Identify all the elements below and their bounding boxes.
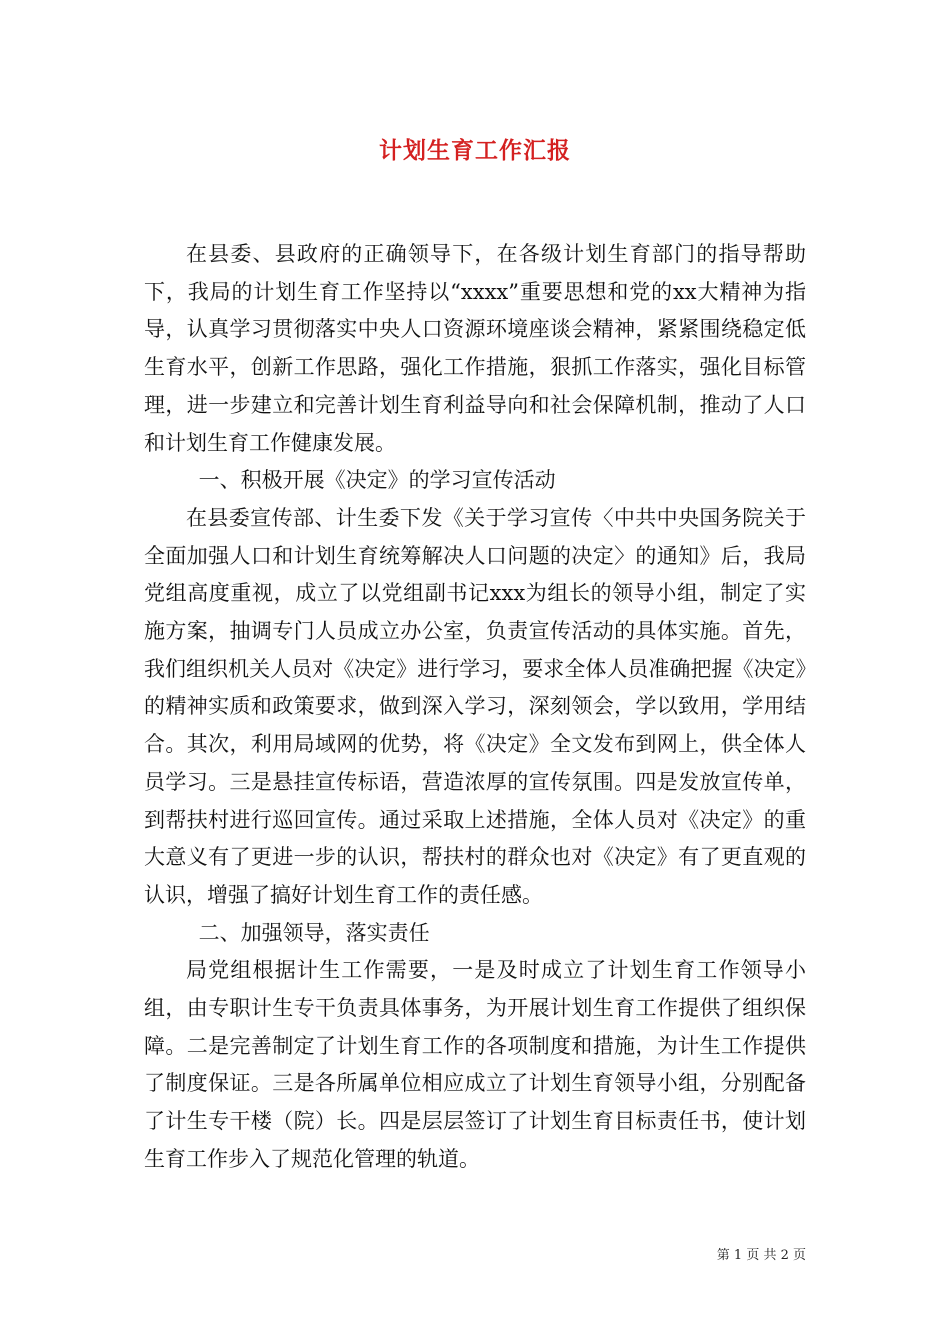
section-heading-1: 一、积极开展《决定》的学习宣传活动 <box>198 468 556 493</box>
paragraph-intro: 在县委、县政府的正确领导下，在各级计划生育部门的指导帮助下，我局的计划生育工作坚持以“xxxx”重要思想和党的xx大精神为指导，认真学习贯彻落实中央人口资源环境座谈会精神，紧紧围绕稳定低生育水平，创新工作思路，强化工作措施，狠抓工作落实，强化目标管理，进一步建立和完善计划生育利益导向和社会保障机制，推动了人口和计划生育工作健康发展。 <box>144 242 806 455</box>
document-title: 计划生育工作汇报 <box>379 137 571 164</box>
page-number-footer: 第 1 页 共 2 页 <box>716 1248 806 1263</box>
paragraph-section-1: 在县委宣传部、计生委下发《关于学习宣传〈中共中央国务院关于全面加强人口和计划生育统筹解决人口问题的决定〉的通知》后，我局党组高度重视，成立了以党组副书记xxx为组长的领导小组，制定了实施方案，抽调专门人员成立办公室，负责宣传活动的具体实施。首先，我们组织机关人员对《决定》进行学习，要求全体人员准确把握《决定》的精神实质和政策要求，做到深入学习，深刻领会，学以致用，学用结合。其次，利用局域网的优势，将《决定》全文发布到网上，供全体人员学习。三是悬挂宣传标语，营造浓厚的宣传氛围。四是发放宣传单，到帮扶村进行巡回宣传。通过采取上述措施，全体人员对《决定》的重大意义有了更进一步的认识，帮扶村的群众也对《决定》有了更直观的认识，增强了搞好计划生育工作的责任感。 <box>144 505 806 907</box>
section-heading-2: 二、加强领导，落实责任 <box>198 920 430 945</box>
paragraph-section-2: 局党组根据计生工作需要，一是及时成立了计划生育工作领导小组，由专职计生专干负责具体事务，为开展计划生育工作提供了组织保障。二是完善制定了计划生育工作的各项制度和措施，为计生工作提供了制度保证。三是各所属单位相应成立了计划生育领导小组，分别配备了计生专干楼（院）长。四是层层签订了计划生育目标责任书，使计划生育工作步入了规范化管理的轨道。 <box>144 958 806 1171</box>
document-body <box>144 236 806 1179</box>
